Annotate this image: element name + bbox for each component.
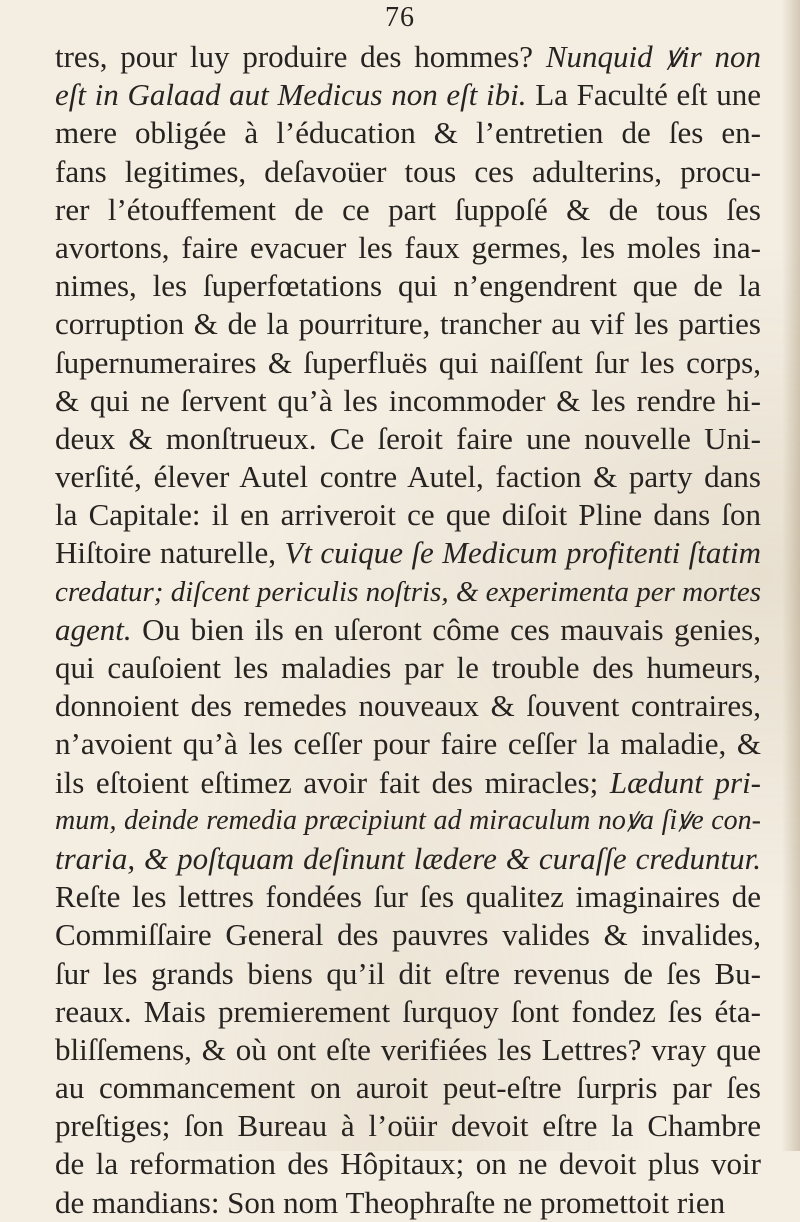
- text-line: [55, 573, 761, 611]
- page-edge-shadow: [782, 0, 800, 1151]
- text-segment: La Faculté eſt une: [526, 77, 761, 113]
- text-segment: corruption & de la pourriture, trancher au vif les parties: [55, 306, 761, 342]
- text-line: [55, 1107, 761, 1145]
- text-line: [55, 382, 761, 420]
- latin-quotation: eſt in Galaad aut Medicus non eſt ibi.: [55, 77, 527, 113]
- text-line: [55, 420, 761, 458]
- text-line: [55, 878, 761, 916]
- text-line: [55, 191, 761, 229]
- text-segment: de mandians: Son nom Theophraſte ne promettoit rien: [55, 1184, 726, 1220]
- text-segment: de la reformation des Hôpitaux; on ne devoit plus voir: [55, 1146, 761, 1182]
- text-segment: la Capitale: il en arriveroit ce que diſoit Pline dans ſon: [55, 497, 761, 533]
- text-segment: qui cauſoient les maladies par le trouble des humeurs,: [55, 650, 761, 685]
- text-segment: Commiſſaire General des pauvres valides & invalides,: [55, 917, 761, 953]
- text-segment: ſur les grands biens qu’il dit eſtre revenus de ſes Bu-: [55, 955, 761, 991]
- latin-quotation: Lædunt pri-: [609, 764, 762, 800]
- text-line: [55, 344, 761, 382]
- text-line: [55, 764, 761, 802]
- text-line: [55, 1145, 761, 1183]
- latin-quotation: credatur; diſcent periculis noſtris, & experimenta per mortes: [55, 575, 762, 608]
- text-line: [55, 114, 761, 152]
- text-line: [55, 1031, 761, 1069]
- text-segment: deux & monſtrueux. Ce ſeroit faire une nouvelle Uni-: [55, 420, 761, 456]
- text-segment: tres, pour luy produire des hommes?: [55, 39, 546, 74]
- text-segment: reaux. Mais premierement ſurquoy ſont fondez ſes éta-: [55, 993, 761, 1029]
- latin-quotation: traria, & poſtquam deſinunt lædere & curaſſe creduntur.: [55, 840, 761, 876]
- text-segment: preſtiges; ſon Bureau à l’oüir devoit eſtre la Chambre: [55, 1108, 761, 1144]
- text-line: [55, 687, 761, 725]
- text-line: [55, 496, 761, 534]
- text-line: [55, 305, 761, 343]
- text-line: [55, 534, 761, 572]
- text-segment: mere obligée à l’éducation & l’entretien de ſes en-: [55, 115, 761, 151]
- text-segment: bliſſemens, & où ont eſte verifiées les Lettres? vray que: [55, 1031, 761, 1067]
- text-segment: ſupernumeraires & ſuperfluës qui naiſſent ſur les corps,: [55, 344, 761, 380]
- text-line: [55, 38, 761, 76]
- text-line: [55, 916, 761, 954]
- text-line: [55, 458, 761, 496]
- text-segment: nimes, les ſuperfœtations qui n’engendrent que de la: [55, 268, 761, 304]
- text-segment: n’avoient qu’à les ceſſer pour faire ceſſer la maladie, &: [55, 726, 761, 762]
- text-segment: verſité, élever Autel contre Autel, faction & party dans: [55, 459, 761, 495]
- text-line: [55, 955, 761, 993]
- body-text: [55, 38, 761, 1222]
- text-segment: avortons, faire evacuer les faux germes, les moles ina-: [55, 229, 761, 265]
- text-segment: Reſte les lettres fondées ſur ſes qualitez imaginaires de: [55, 879, 761, 915]
- text-line: [55, 1069, 761, 1107]
- text-segment: rer l’étouffement de ce part ſuppoſé & de tous ſes: [55, 191, 761, 227]
- text-segment: fans legitimes, deſavoüer tous ces adulterins, procu-: [55, 153, 761, 189]
- text-line: [55, 153, 761, 191]
- latin-quotation: agent.: [55, 611, 132, 647]
- text-line: [55, 802, 761, 840]
- text-line: [55, 1184, 761, 1222]
- text-segment: Hiſtoire naturelle,: [55, 535, 285, 571]
- text-line: [55, 229, 761, 267]
- text-line: [55, 611, 761, 649]
- text-segment: ils eſtoient eſtimez avoir fait des miracles;: [55, 764, 610, 800]
- text-line: [55, 267, 761, 305]
- latin-quotation: Nunquid ꝟir non: [545, 39, 761, 74]
- text-line: [55, 76, 761, 114]
- text-line: [55, 649, 761, 687]
- text-segment: Ou bien ils en uſeront côme ces mauvais genies,: [131, 611, 761, 647]
- text-segment: au commancement on auroit peut-eſtre ſurpris par ſes: [55, 1070, 761, 1106]
- latin-quotation: Vt cuique ſe Medicum profitenti ſtatim: [284, 535, 761, 571]
- text-line: [55, 840, 761, 878]
- text-line: [55, 993, 761, 1031]
- page-number: 76: [385, 2, 415, 33]
- latin-quotation: mum, deinde remedia præcipiunt ad miraculum noꝟa ſiꝟe con-: [55, 804, 761, 836]
- text-segment: & qui ne ſervent qu’à les incommoder & les rendre hi-: [55, 382, 761, 418]
- text-line: [55, 725, 761, 763]
- text-segment: donnoient des remedes nouveaux & ſouvent contraires,: [55, 688, 761, 724]
